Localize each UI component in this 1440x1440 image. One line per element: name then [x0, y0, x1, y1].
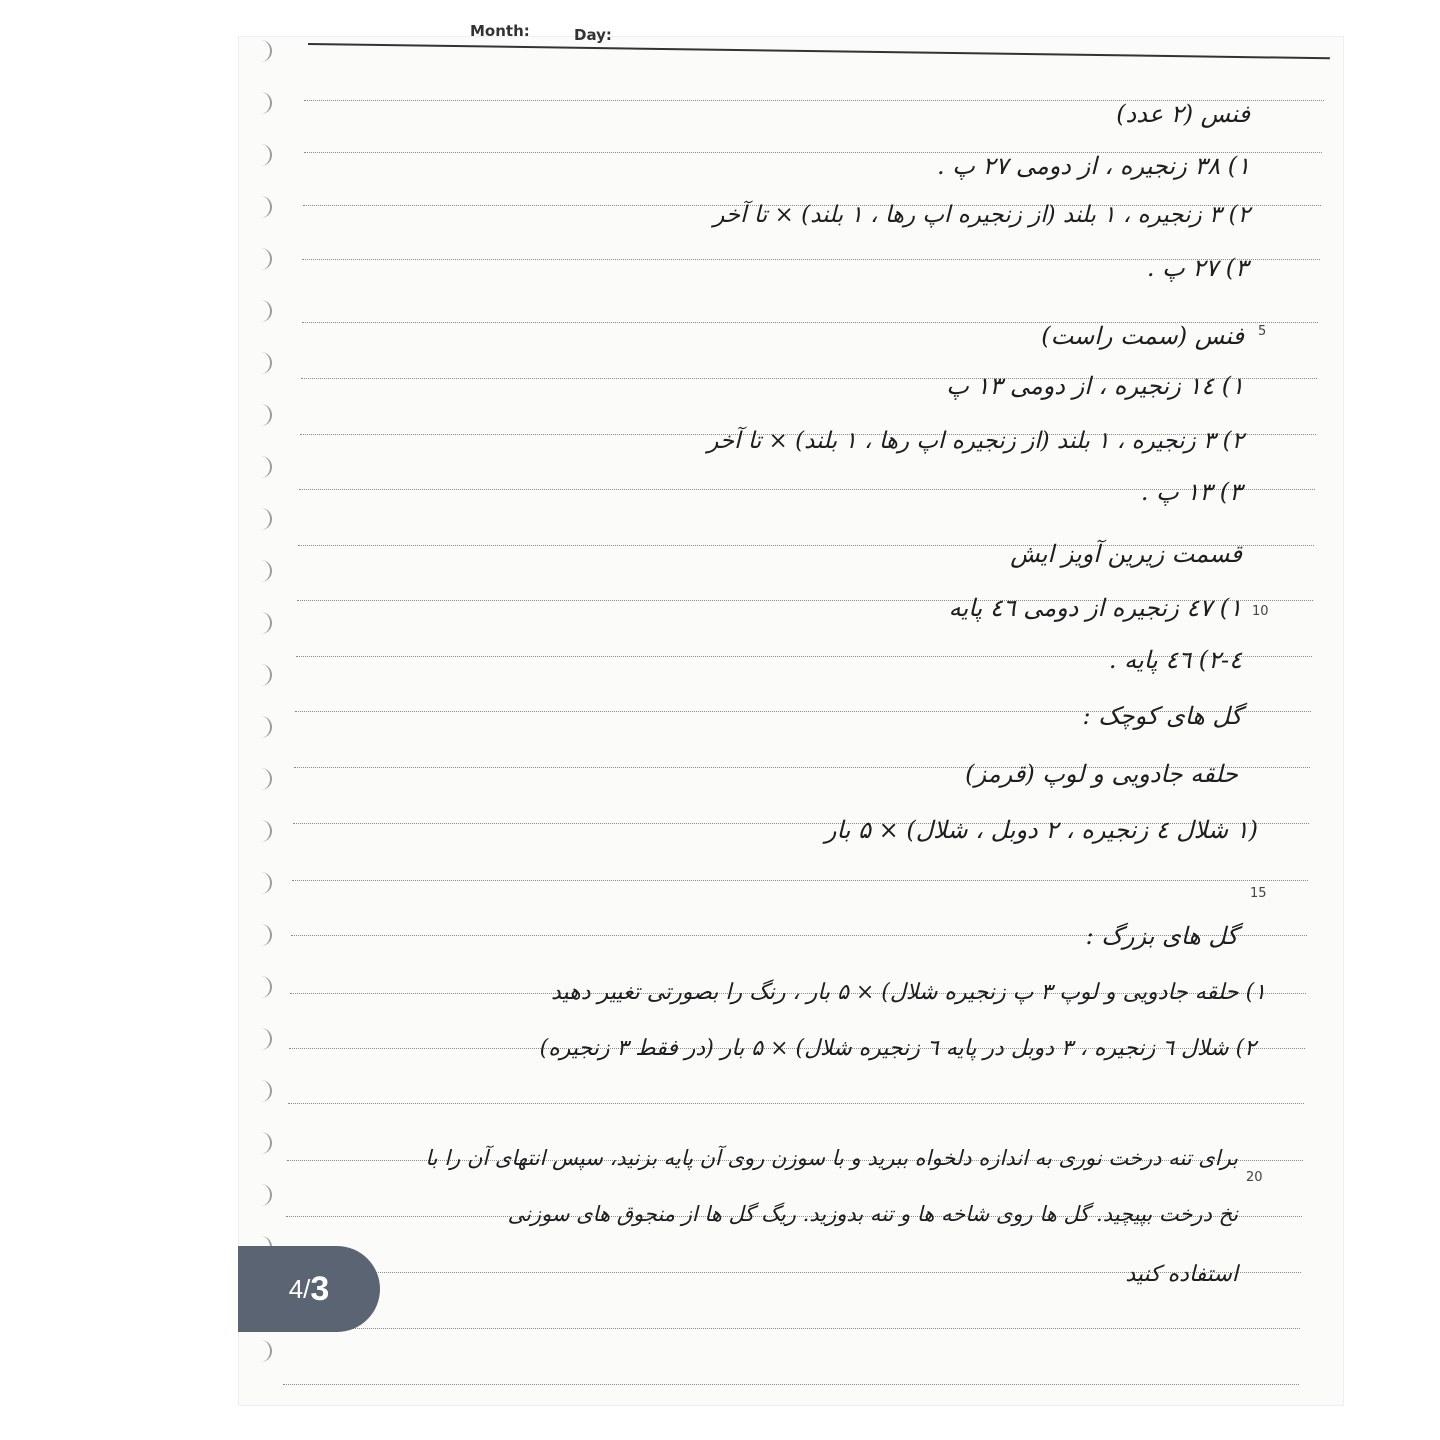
ruled-line [292, 880, 1308, 881]
line-number: 5 [1258, 324, 1267, 339]
handwritten-line: ۳) ۲۷ پ . [1146, 254, 1248, 282]
handwritten-line: فنس (۲ عدد) [1116, 100, 1250, 128]
handwritten-line: حلقه جادویی و لوپ (قرمز) [965, 760, 1238, 788]
handwritten-line: قسمت زیرین آویز ایش [1010, 540, 1242, 568]
spiral-binding [244, 40, 274, 1400]
page-indicator-current: 4 [288, 1273, 304, 1304]
handwritten-line: (۱ شلال ٤ زنجیره ، ۲ دوبل ، شلال) × ۵ بار [824, 816, 1258, 844]
page-indicator-separator: / [303, 1273, 311, 1304]
handwritten-line: ۲) ۳ زنجیره ، ۱ بلند (از زنجیره اپ رها ، ۱ بلند) × تا آخر [713, 202, 1250, 228]
page-indicator[interactable] [238, 1246, 380, 1332]
handwritten-line: ۱) حلقه جادویی و لوپ ۳ پ زنجیره شلال) × ۵ بار ، رنگ را بصورتی تغییر دهید [550, 980, 1266, 1005]
handwritten-line: گل های بزرگ : [1085, 922, 1238, 950]
handwritten-line: گل های کوچک : [1082, 702, 1242, 730]
line-number: 20 [1246, 1170, 1263, 1185]
handwritten-line: فنس (سمت راست) [1041, 322, 1244, 350]
handwritten-line: ۲) ۳ زنجیره ، ۱ بلند (از زنجیره اپ رها ، ۱ بلند) × تا آخر [707, 428, 1244, 454]
handwritten-line: نخ درخت بپیچید. گل ها روی شاخه ها و تنه بدوزید. ریگ گل ها از منجوق های سوزنی [507, 1202, 1238, 1226]
day-label: Day: [574, 26, 612, 44]
handwritten-line: ۲) شلال ٦ زنجیره ، ۳ دوبل در پایه ٦ زنجیره شلال) × ۵ بار (در فقط ۳ زنجیره) [539, 1036, 1256, 1061]
ruled-line [283, 1384, 1299, 1385]
ruled-line [284, 1328, 1300, 1329]
handwritten-line: ٤-۲) ٤٦ پایه . [1108, 646, 1242, 674]
line-number: 15 [1250, 886, 1267, 901]
line-number: 10 [1252, 604, 1269, 619]
handwritten-line: ۱) ۳۸ زنجیره ، از دومی ۲۷ پ . [936, 152, 1250, 180]
handwritten-line: ۱) ۱٤ زنجیره ، از دومی ۱۳ پ [946, 372, 1244, 400]
month-label: Month: [470, 22, 530, 40]
handwritten-line: استفاده کنید [1125, 1262, 1238, 1287]
handwritten-line: ۱) ٤۷ زنجیره از دومی ٤٦ پایه [948, 594, 1242, 622]
handwritten-line: برای تنه درخت نوری به اندازه دلخواه ببرید و با سوزن روی آن پایه بزنید، سپس انتهای آن را با [425, 1146, 1238, 1170]
page-indicator-total: 3 [310, 1269, 330, 1308]
ruled-line [288, 1103, 1304, 1104]
handwritten-line: ۳) ۱۳ پ . [1140, 478, 1242, 506]
